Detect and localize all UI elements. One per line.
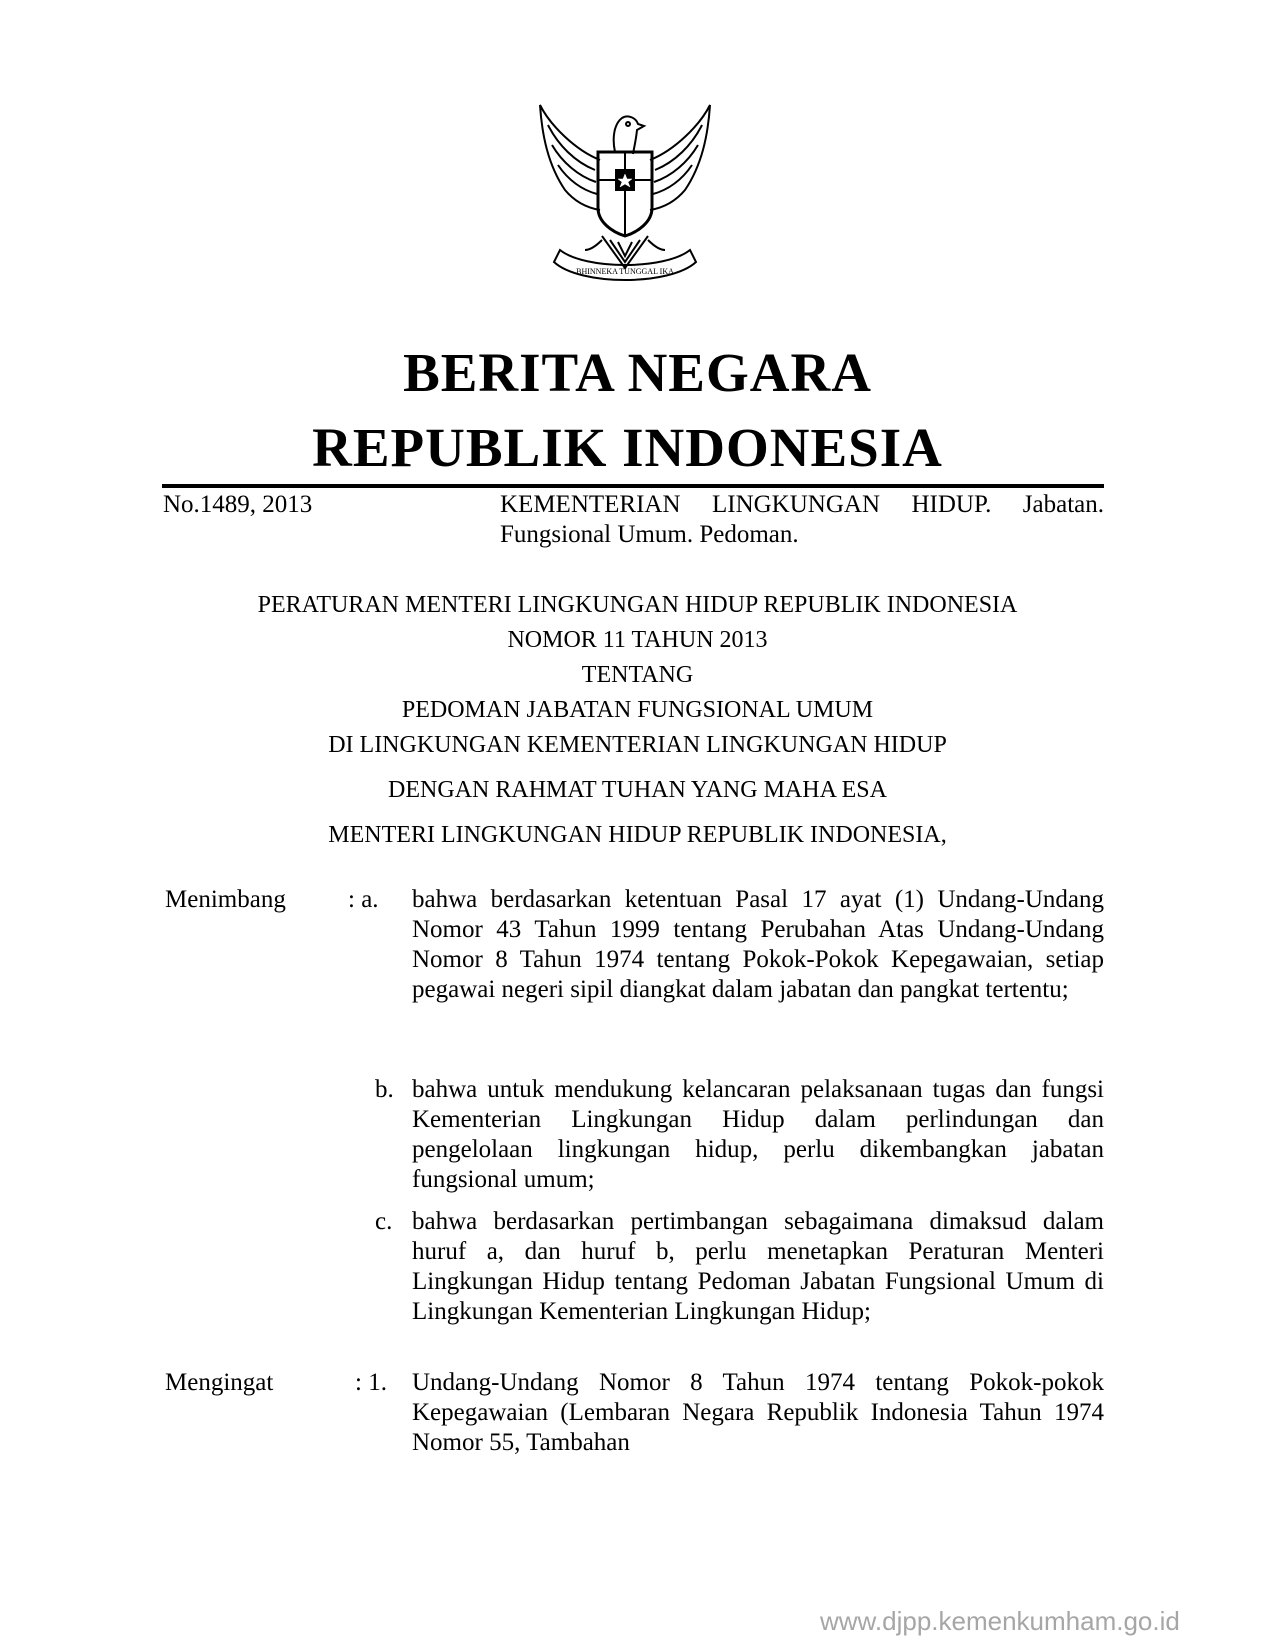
- gazette-number: No.1489, 2013: [163, 491, 313, 518]
- regulation-subject-line2: DI LINGKUNGAN KEMENTERIAN LINGKUNGAN HIDUP: [328, 732, 947, 758]
- gazette-subject-line2: Fungsional Umum. Pedoman.: [500, 521, 799, 548]
- menimbang-item-c-marker: c.: [375, 1208, 393, 1235]
- watermark-url: www.djpp.kemenkumham.go.id: [820, 1606, 1180, 1636]
- masthead-title: BERITA NEGARA: [403, 342, 872, 403]
- gazette-subject-line1: KEMENTERIAN LINGKUNGAN HIDUP. Jabatan.: [500, 491, 1104, 518]
- regulation-subject-line1: PEDOMAN JABATAN FUNGSIONAL UMUM: [401, 697, 874, 723]
- menimbang-item-b-marker: b.: [375, 1076, 394, 1103]
- regulation-title: PERATURAN MENTERI LINGKUNGAN HIDUP REPUBLIK INDONESIA: [257, 592, 1018, 618]
- menimbang-label: Menimbang: [165, 886, 286, 913]
- regulation-minister: MENTERI LINGKUNGAN HIDUP REPUBLIK INDONESIA,: [328, 822, 947, 848]
- menimbang-item-a-marker: : a.: [348, 886, 379, 913]
- regulation-preamble: DENGAN RAHMAT TUHAN YANG MAHA ESA: [388, 777, 887, 803]
- mengingat-item-1: Undang-Undang Nomor 8 Tahun 1974 tentang Pokok-pokok Kepegawaian (Lembaran Negara Republik Indonesia Tahun 1974 Nomor 55, Tambahan: [412, 1369, 1104, 1456]
- regulation-number: NOMOR 11 TAHUN 2013: [507, 627, 768, 653]
- masthead-subtitle: REPUBLIK INDONESIA: [312, 417, 943, 478]
- menimbang-item-c: bahwa berdasarkan pertimbangan sebagaimana dimaksud dalam huruf a, dan huruf b, perlu menetapkan Peraturan Menteri Lingkungan Hidup tentang Pedoman Jabatan Fungsional Umum di Lingkungan Kementerian Lingkungan Hidup;: [412, 1208, 1104, 1325]
- masthead-rule: [162, 484, 1104, 488]
- mengingat-item-1-marker: : 1.: [355, 1369, 387, 1396]
- mengingat-label: Mengingat: [165, 1369, 274, 1396]
- regulation-tentang: TENTANG: [581, 662, 694, 688]
- menimbang-item-b: bahwa untuk mendukung kelancaran pelaksanaan tugas dan fungsi Kementerian Lingkungan Hidup dalam perlindungan dan pengelolaan lingkungan hidup, perlu dikembangkan jabatan fungsional umum;: [412, 1076, 1104, 1193]
- menimbang-item-a: bahwa berdasarkan ketentuan Pasal 17 ayat (1) Undang-Undang Nomor 43 Tahun 1999 tentang Perubahan Atas Undang-Undang Nomor 8 Tahun 1974 tentang Pokok-Pokok Kepegawaian, setiap pegawai negeri sipil diangkat dalam jabatan dan pangkat tertentu;: [412, 886, 1104, 1003]
- garuda-emblem-icon: [530, 90, 720, 290]
- svg-text:BHINNEKA TUNGGAL IKA: BHINNEKA TUNGGAL IKA: [576, 267, 674, 276]
- gazette-subject: [500, 490, 1104, 550]
